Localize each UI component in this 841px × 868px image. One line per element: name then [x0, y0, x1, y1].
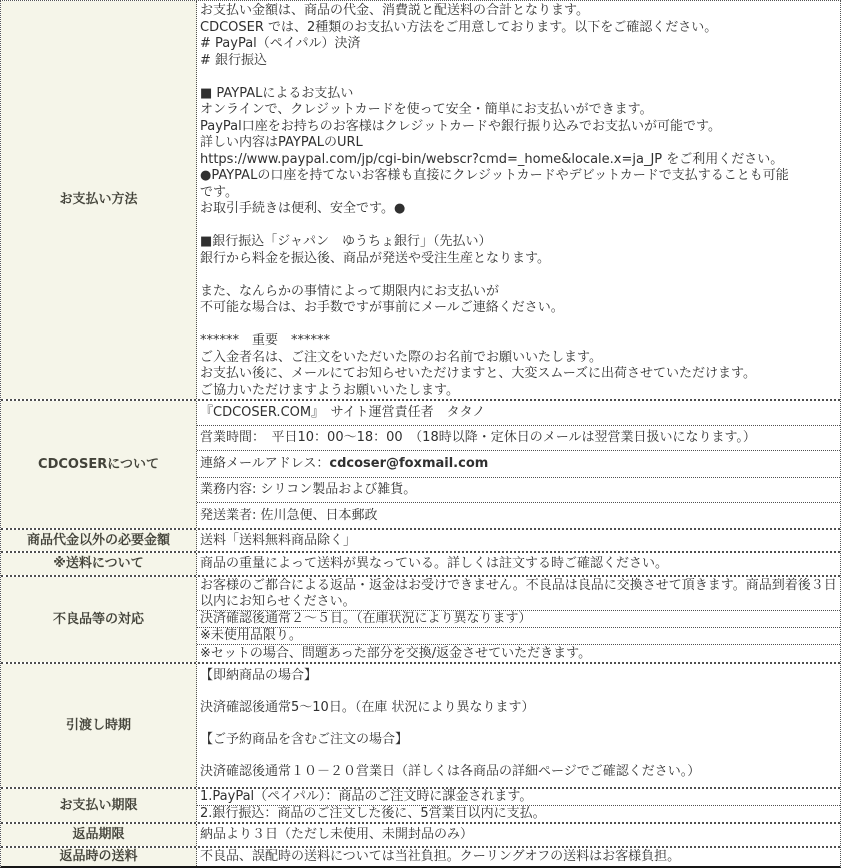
text-line: ご協力いただけますようお願いいたします。	[200, 382, 459, 398]
delivery-time-content	[197, 664, 840, 787]
unused-only-note: ※未使用品限り。	[197, 628, 840, 645]
shipping-note-content	[197, 553, 840, 575]
payment-deadline-row	[1, 787, 840, 822]
text-line: 詳しい内容はPAYPALのURL	[200, 135, 363, 150]
text-line: 商品の重量によって送料が異なっている。詳しくは註文する時ご確認ください。	[200, 556, 669, 571]
business-hours-text: 営業時間： 平日10：00～18：00 （18時以降・定休日のメールは翌営業日扱いになります。）	[197, 426, 840, 451]
business-description-text: 業務内容: シリコン製品および雑貨。	[197, 478, 840, 503]
text-line: ご入金者名は、ご注文をいただいた際のお名前でお願いいたします。	[200, 349, 602, 365]
return-deadline-row	[1, 822, 840, 846]
row-label-shipping-note: ※送料について	[1, 553, 197, 575]
about-cdcoser-row	[1, 399, 840, 528]
text-line: 不可能な場合は、お手数ですが事前にメールご連絡ください。	[200, 300, 564, 315]
payment-deadline-content	[197, 789, 840, 822]
blank-line	[197, 748, 840, 764]
row-label-payment-deadline: お支払い期限	[1, 789, 197, 822]
blank-line	[197, 716, 840, 732]
contact-email-row	[197, 451, 840, 478]
important-note-heading: ****** 重要 ******	[200, 333, 331, 348]
row-label-delivery-time: 引渡し時期	[1, 664, 197, 787]
return-policy-text: お客様のご都合による返品・返金はお受けできません。不良品は良品に交換させて頂きます。商品到着後３日以内にお知らせください。	[197, 577, 840, 611]
row-label-about-cdcoser: CDCOSERについて	[1, 401, 197, 528]
text-line: PayPal口座をお持ちのお客様はクレジットカードや銀行振り込みでお支払いが可能です。	[200, 118, 721, 134]
row-label-extra-fees: 商品代金以外の必要金額	[1, 530, 197, 551]
text-line: # 銀行振込	[200, 52, 268, 68]
payment-method-row	[1, 1, 840, 399]
paypal-url-text: https://www.paypal.com/jp/cgi-bin/webscr?cmd=_home&locale.x=ja_JP をご利用ください。	[200, 151, 784, 167]
text-line: 銀行から料金を振込後、商品が発送や受注生産となります。	[200, 250, 550, 266]
row-label-return-deadline: 返品期限	[1, 824, 197, 846]
text-line: 納品より３日（ただし未使用、未開封品のみ）	[200, 827, 474, 842]
set-items-note: ※セットの場合、問題あった部分を交換/返金させていただきます。	[200, 645, 592, 661]
defective-items-content	[197, 577, 840, 662]
paypal-deadline-text: 1.PayPal（ペイパル）：商品のご注文時に課金されます。	[197, 789, 840, 806]
extra-fees-row	[1, 528, 840, 551]
delivery-time-row	[1, 662, 840, 787]
text-line: オンラインで、クレジットカードを使って安全・簡単にお支払いができます。	[200, 102, 653, 117]
return-shipping-content	[197, 848, 840, 866]
blank-line	[197, 267, 840, 284]
text-line: お支払い後に、メールにてお知らせいただけますと、大変スムーズに出荷させていただけます。	[200, 366, 757, 381]
defective-items-row	[1, 575, 840, 662]
payment-method-content	[197, 1, 840, 399]
shipping-note-row	[1, 551, 840, 575]
in-stock-heading: 【即納商品の場合】	[200, 668, 318, 683]
shipping-carrier-text: 発送業者: 佐川急便、日本郵政	[200, 507, 378, 523]
extra-fees-content	[197, 530, 840, 551]
text-line: 不良品、誤配時の送料については当社負担。クーリングオフの送料はお客様負担。	[200, 849, 681, 864]
text-line: また、なんらかの事情によって期限内にお支払いが	[200, 283, 500, 299]
contact-email-label: 連絡メールアドレス：	[200, 456, 330, 471]
text-line: です。	[200, 184, 238, 200]
text-line: お支払い金額は、商品の代金、消費説と配送料の合計となります。	[200, 3, 589, 18]
blank-line	[197, 317, 840, 334]
bank-transfer-heading: ■銀行振込「ジャパン ゆうちょ銀行」（先払い）	[200, 234, 492, 249]
text-line: 決済確認後通常5～10日。（在庫 状況により異なります）	[200, 700, 535, 715]
bank-deadline-text: 2.銀行振込：商品のご注文した後に、5営業日以内に支払。	[200, 806, 546, 821]
blank-line	[197, 218, 840, 235]
return-deadline-content	[197, 824, 840, 846]
text-line: ●PAYPALの口座を持てないお客様も直接にクレジットカードやデビットカードで支払することも可能	[200, 168, 789, 183]
preorder-heading: 【ご予約商品を含むご注文の場合】	[200, 732, 409, 747]
text-line: お取引手続きは便利、安全です。●	[200, 201, 406, 216]
row-label-defective-items: 不良品等の対応	[1, 577, 197, 662]
row-label-return-shipping: 返品時の送料	[1, 848, 197, 866]
contact-email: cdcoser@foxmail.com	[329, 456, 489, 471]
text-line: 決済確認後通常１０－２０営業日（詳しくは各商品の詳細ページでご確認ください。）	[200, 764, 701, 779]
text-line: CDCOSER では、2種類のお支払い方法をご用意しております。以下をご確認ください。	[200, 19, 718, 35]
blank-line	[197, 69, 840, 86]
about-cdcoser-content	[197, 401, 840, 528]
paypal-section-heading: ■ PAYPALによるお支払い	[200, 85, 354, 101]
text-line: # PayPal（ペイパル）決済	[200, 36, 361, 51]
processing-time-text: 決済確認後通常２～５日。（在庫状況により異なります）	[197, 611, 840, 628]
text-line: 送料「送料無料商品除く」	[200, 532, 357, 548]
blank-line	[197, 684, 840, 700]
return-shipping-row	[1, 846, 840, 866]
site-manager-text: 『CDCOSER.COM』 サイト運営責任者 タタノ	[197, 401, 840, 426]
row-label-payment-method: お支払い方法	[1, 1, 197, 399]
